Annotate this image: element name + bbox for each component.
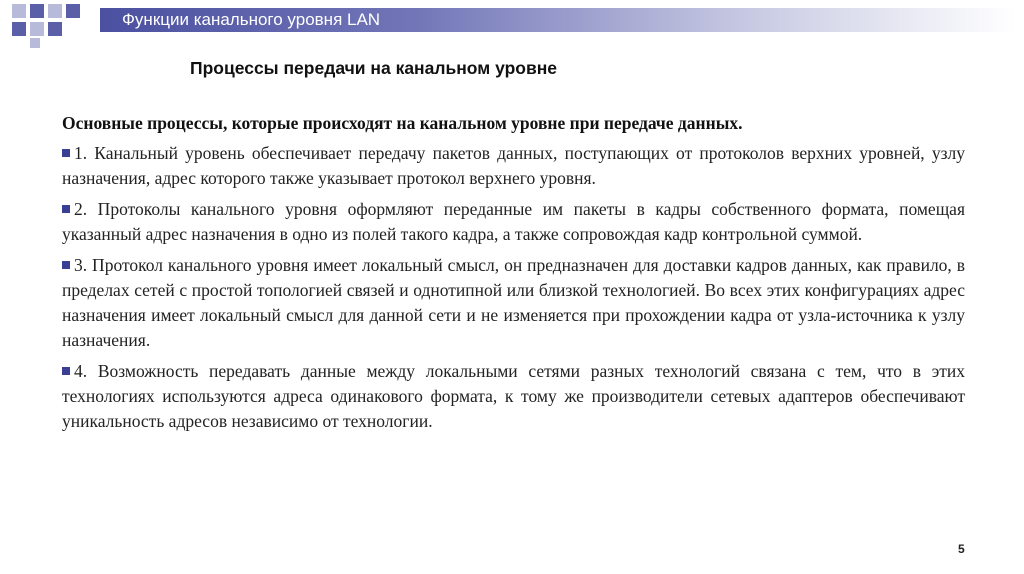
list-item: [62, 253, 965, 353]
page-number: 5: [958, 542, 965, 556]
slide-title: Процессы передачи на канальном уровне: [190, 58, 558, 78]
decorative-squares: [0, 0, 110, 50]
decor-square: [30, 38, 40, 48]
decor-square: [48, 4, 62, 18]
decor-square: [12, 22, 26, 36]
decor-square: [48, 22, 62, 36]
list-item: [62, 197, 965, 247]
list-item-text: 2. Протоколы канального уровня оформляют переданные им пакеты в кадры собственного формата, помещая указанный адрес назначения в одно из полей такого кадра, а также сопровождая кадр контрольной суммой.: [62, 199, 965, 244]
decor-square: [30, 4, 44, 18]
square-bullet-icon: [62, 367, 70, 375]
list-item-text: 3. Протокол канального уровня имеет локальный смысл, он предназначен для доставки кадров данных, как правило, в пределах сетей с простой топологией связей и однотипной или близкой технологией. Во всех этих конфигурациях адрес назначения имеет локальный смысл для данной сети и не изменяется при прохождении кадра от узла-источника к узлу назначения.: [62, 255, 965, 350]
square-bullet-icon: [62, 205, 70, 213]
list-item-text: 4. Возможность передавать данные между локальными сетями разных технологий связана с тем, что в этих технологиях используются адреса одинакового формата, к тому же производители сетевых адаптеров обеспечивают уникальность адресов независимо от технологии.: [62, 361, 965, 431]
square-bullet-icon: [62, 261, 70, 269]
decor-square: [30, 22, 44, 36]
list-item-text: 1. Канальный уровень обеспечивает передачу пакетов данных, поступающих от протоколов верхних уровней, узлу назначения, адрес которого также указывает протокол верхнего уровня.: [62, 143, 965, 188]
list-item: [62, 141, 965, 191]
slide-content: [62, 111, 965, 440]
list-item: [62, 359, 965, 434]
intro-text: Основные процессы, которые происходят на канальном уровне при передаче данных.: [62, 113, 743, 133]
header-title: Функции канального уровня LAN: [122, 10, 381, 29]
decor-square: [12, 4, 26, 18]
decor-square: [66, 4, 80, 18]
square-bullet-icon: [62, 149, 70, 157]
